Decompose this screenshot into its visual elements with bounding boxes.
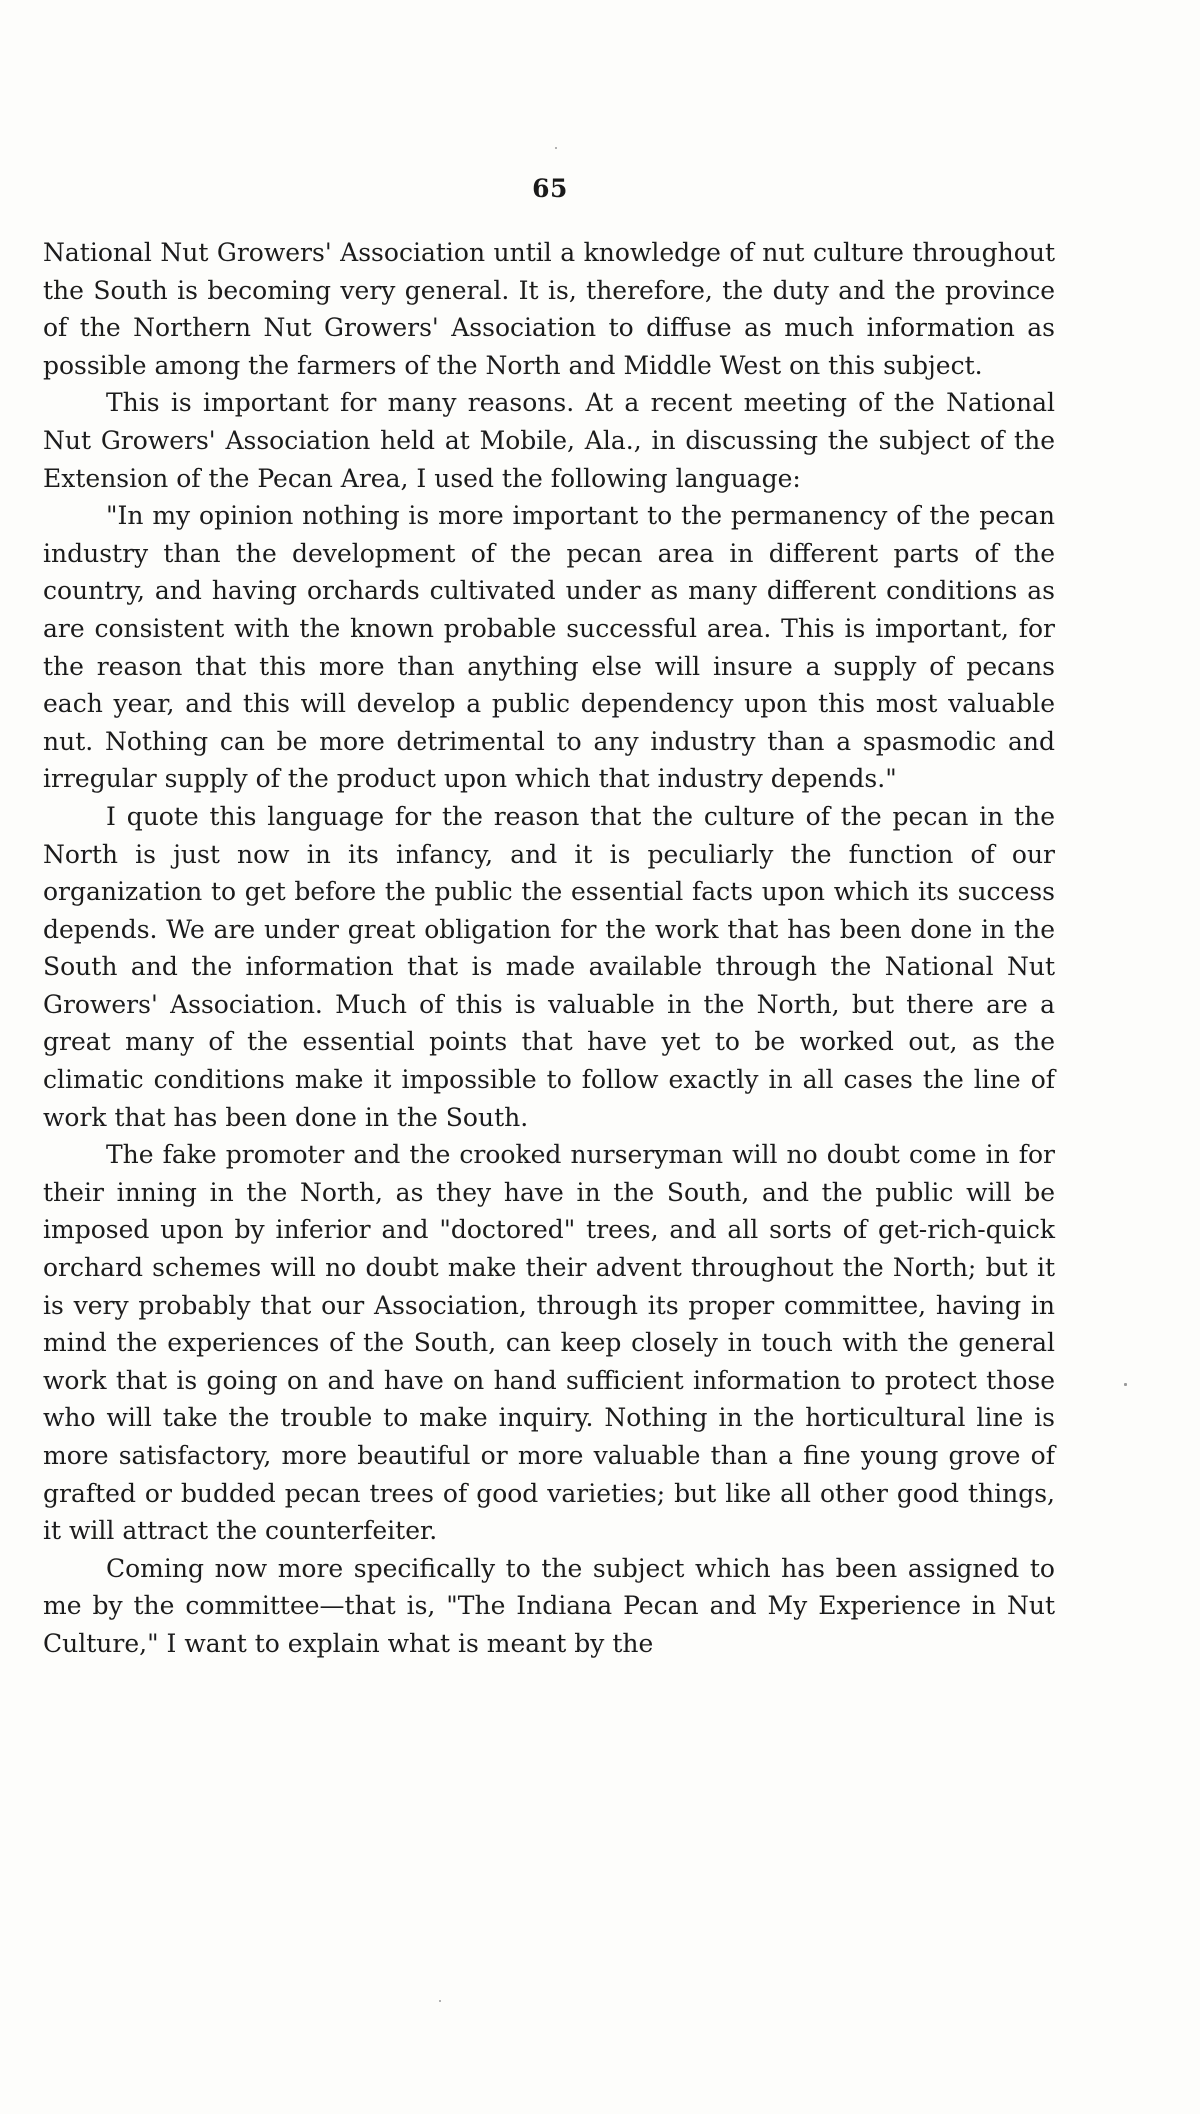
page-number: 65 xyxy=(532,174,568,203)
ink-speck xyxy=(1124,1383,1127,1386)
paragraph-reasons: This is important for many reasons. At a recent meeting of the National Nut Growers' Association held at Mobile, Ala., in discussing the subject of the Extension of the Pecan Area, I used the following language: xyxy=(43,388,1055,493)
ink-speck xyxy=(439,2000,441,2002)
paragraph-indiana-pecan: Coming now more specifically to the subject which has been assigned to me by the committee—that is, "The Indiana Pecan and My Experience in Nut Culture," I want to explain what is meant by the xyxy=(43,1553,1055,1658)
paragraph-quotation: "In my opinion nothing is more important to the permanency of the pecan industry than the development of the pecan area in different parts of the country, and having orchards cultivated under as many different conditions as are consistent with the known probable successful area. This is important, for the reason that this more than anything else will insure a supply of pecans each year, and this will develop a public dependency upon this most valuable nut. Nothing can be more detrimental to any industry than a spasmodic and irregular supply of the product upon which that industry depends." xyxy=(43,501,1055,794)
ink-speck xyxy=(555,147,557,149)
paragraph-continuation: National Nut Growers' Association until a knowledge of nut culture throughout the South is becoming very general. It is, therefore, the duty and the province of the Northern Nut Growers' Association to diffuse as much information as possible among the farmers of the North and Middle West on this subject. xyxy=(43,238,1055,380)
body-text xyxy=(43,234,1055,1663)
paragraph-fake-promoter: The fake promoter and the crooked nurseryman will no doubt come in for their inning in the North, as they have in the South, and the public will be imposed upon by inferior and "doctored" trees, and all sorts of get-rich-quick orchard schemes will no doubt make their advent throughout the North; but it is very probably that our Association, through its proper committee, having in mind the experiences of the South, can keep closely in touch with the general work that is going on and have on hand sufficient information to protect those who will take the trouble to make inquiry. Nothing in the horticultural line is more satisfactory, more beautiful or more valuable than a fine young grove of grafted or budded pecan trees of good varieties; but like all other good things, it will attract the counterfeiter. xyxy=(43,1140,1055,1546)
paragraph-pecan-north: I quote this language for the reason that the culture of the pecan in the North is just now in its infancy, and it is peculiarly the function of our organization to get before the public the essential facts upon which its success depends. We are under great obligation for the work that has been done in the South and the information that is made available through the National Nut Growers' Association. Much of this is valuable in the North, but there are a great many of the essential points that have yet to be worked out, as the climatic conditions make it impossible to follow exactly in all cases the line of work that has been done in the South. xyxy=(43,801,1055,1132)
